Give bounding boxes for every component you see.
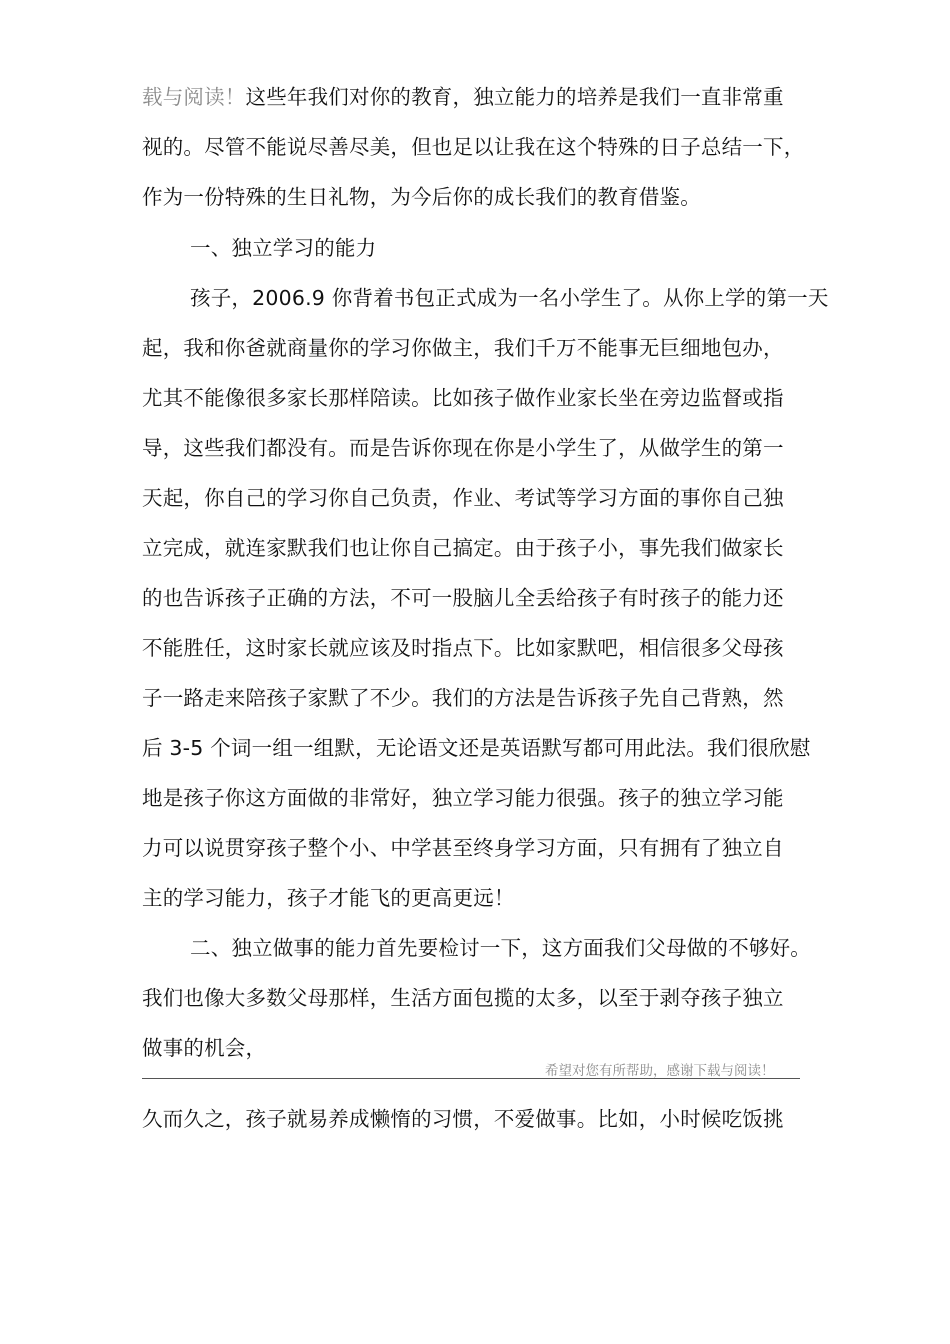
body-line: 子一路走来陪孩子家默了不少。我们的方法是告诉孩子先自己背熟，然	[142, 686, 784, 710]
line-text: 这些年我们对你的教育，独立能力的培养是我们一直非常重	[245, 85, 784, 109]
paragraph-first-line: 孩子，2006.9 你背着书包正式成为一名小学生了。从你上学的第一天	[190, 286, 829, 310]
body-line: 后 3-5 个词一组一组默，无论语文还是英语默写都可用此法。我们很欣慰	[142, 736, 811, 760]
body-line: 不能胜任，这时家长就应该及时指点下。比如家默吧，相信很多父母孩	[142, 636, 784, 660]
body-line: 主的学习能力，孩子才能飞的更高更远！	[142, 886, 515, 910]
body-line: 的也告诉孩子正确的方法，不可一股脑儿全丢给孩子有时孩子的能力还	[142, 586, 784, 610]
next-page-line: 久而久之，孩子就易养成懒惰的习惯，不爱做事。比如，小时候吃饭挑	[142, 1107, 784, 1131]
body-line: 起，我和你爸就商量你的学习你做主，我们千万不能事无巨细地包办，	[142, 336, 784, 360]
body-line: 天起，你自己的学习你自己负责，作业、考试等学习方面的事你自己独	[142, 486, 784, 510]
carryover-prefix: 载与阅读！	[142, 85, 246, 109]
footer-divider	[142, 1078, 800, 1079]
body-line-3: 作为一份特殊的生日礼物，为今后你的成长我们的教育借鉴。	[142, 185, 701, 209]
body-line-1	[142, 82, 784, 112]
body-line: 地是孩子你这方面做的非常好，独立学习能力很强。孩子的独立学习能	[142, 786, 784, 810]
body-line-2: 视的。尽管不能说尽善尽美，但也足以让我在这个特殊的日子总结一下，	[142, 135, 805, 159]
body-line: 我们也像大多数父母那样，生活方面包揽的太多，以至于剥夺孩子独立	[142, 986, 784, 1010]
body-line: 立完成，就连家默我们也让你自己搞定。由于孩子小，事先我们做家长	[142, 536, 784, 560]
body-line: 尤其不能像很多家长那样陪读。比如孩子做作业家长坐在旁边监督或指	[142, 386, 784, 410]
body-line: 导，这些我们都没有。而是告诉你现在你是小学生了，从做学生的第一	[142, 436, 784, 460]
section-heading-1: 一、独立学习的能力	[190, 236, 377, 260]
section-heading-2: 二、独立做事的能力首先要检讨一下，这方面我们父母做的不够好。	[190, 936, 811, 960]
page-footer-text: 希望对您有所帮助，感谢下载与阅读！	[545, 1063, 775, 1079]
body-line: 做事的机会，	[142, 1036, 267, 1060]
body-line: 力可以说贯穿孩子整个小、中学甚至终身学习方面，只有拥有了独立自	[142, 836, 784, 860]
